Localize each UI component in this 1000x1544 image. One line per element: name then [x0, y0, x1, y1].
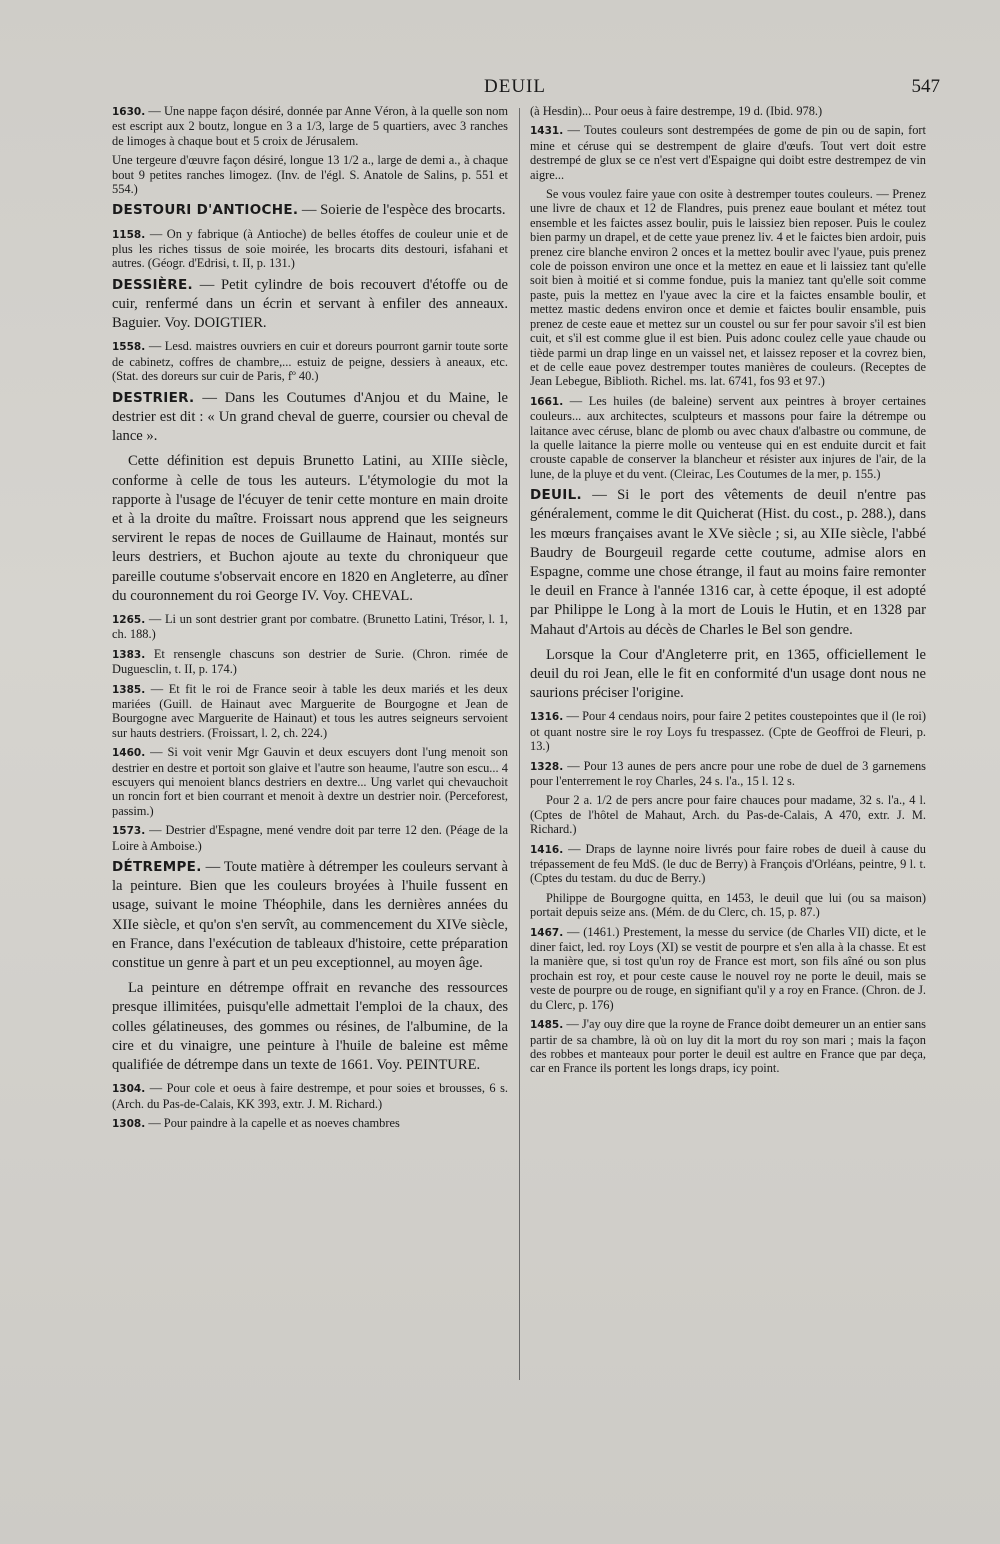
citation-paragraph	[112, 823, 508, 853]
text-paragraph	[530, 793, 926, 836]
citation-year: 1661.	[530, 395, 564, 408]
paragraph-text: (à Hesdin)... Pour oeus à faire destrempe, 19 d. (Ibid. 978.)	[530, 104, 823, 118]
citation-year: 1558.	[112, 341, 146, 354]
entry-paragraph	[112, 201, 508, 220]
text-paragraph	[112, 979, 508, 1075]
text-paragraph	[530, 646, 926, 704]
citation-paragraph	[112, 339, 508, 383]
citation-year: 1485.	[530, 1019, 564, 1032]
paragraph-text: — Li un sont destrier grant por combatre. (Brunetto Latini, Trésor, l. 1, ch. 188.)	[112, 611, 508, 642]
page-number: 547	[911, 76, 940, 97]
citation-year: 1308.	[112, 1118, 146, 1131]
paragraph-text: — Une nappe façon désiré, donnée par Anne Véron, à la quelle son nom est escript aux 2 boutz, longue en 3 a 1/3, large de 5 quartiers, avec 3 ranches de limoges à chaque bout et 5 croix de Jérusalem.	[112, 104, 508, 148]
paragraph-text: Cette définition est depuis Brunetto Latini, au XIIIe siècle, conforme à celle de tous les auteurs. L'étymologie du mot la rapporte à l'usage de l'écuyer de tenir cette monture en main droite et à la droite du maître. Froissart nous apprend que les seigneurs servirent le repas de noces de Guillaume de Hainaut, montés sur leurs destriers, et Buchon ajoute au texte du chroniqueur que pareille coutume s'observait encore en 1820 en Angleterre, au dîner du couronnement du roi George IV. Voy. CHEVAL.	[112, 453, 508, 604]
paragraph-text: Se vous voulez faire yaue con osite à destremper toutes couleurs. — Prenez une livre de chaux et 12 de Flandres, puis prenez eaue boulant et métez tout ensemble et les faictes assez boulir, puis le laissiez bien reposer. Puis le coulez bien parmy un drapel, et de cette yaue prenez liv. 4 et le faictes bien ardoir, puis prenez cire blanche environ 2 onces et la mettez boulir avec l'yaue, puis prenez cole de poisson environ une once et la mettez en eaue et li laissiez tant qu'elle soit bien à moitié et si comme fondue, puis la maniez tant qu'elle soit comme paste, puis la mettez en l'yaue avec la cire et la faictes ensamble boulir, et mettez mastic dedens environ once et demie et faictes boulir ensamble, puis prenez de ceste eaue et mettez sur un coustel ou sur fer pour savoir s'il est bien cuit, et s'il est comme glue il est bien. Puis adonc coulez celle yaue chaude ou tiède parmi un drap linge en un vaissel net, et laissez reposer et la covrez bien, et de celle eaue povez destremper toutes manières de couleurs. (Receptes de Jean Lebegue, Biblioth. Richel. ms. lat. 6741, fos 93 et 97.)	[530, 187, 926, 389]
citation-year: 1431.	[530, 125, 564, 138]
paragraph-text: — Si voit venir Mgr Gauvin et deux escuyers dont l'ung menoit son destrier en destre et portoit son glaive et l'autre son heaume, l'autre son escu... 4 escuyers qui menoient blancs destriers en dextre... Ung varlet qui chevauchoit un roncin fort et bien courrant et menoit à dextre un destrier noir. (Perceforest, passim.)	[112, 745, 508, 818]
left-column	[112, 104, 508, 1136]
paragraph-text: — Et fit le roi de France seoir à table les deux mariés et les deux mariées (Guill. de Hainaut avec Marguerite de Bourgogne et Jean de Bourgogne avec Marguerite de Hainaut) et tous les autres seigneurs servoient sur hauts destriers. (Froissart, l. 2, ch. 224.)	[112, 681, 508, 740]
citation-paragraph	[112, 745, 508, 818]
entry-paragraph	[112, 858, 508, 973]
citation-paragraph	[530, 709, 926, 753]
paragraph-text: Une tergeure d'œuvre façon désiré, longue 13 1/2 a., large de demi a., à chaque bout 9 petites ranches limogez. (Inv. de l'égl. S. Anatole de Salins, p. 551 et 554.)	[112, 153, 508, 197]
citation-paragraph	[112, 227, 508, 271]
citation-year: 1265.	[112, 613, 146, 626]
citation-year: 1573.	[112, 825, 146, 838]
entry-headword: DESTRIER.	[112, 389, 195, 406]
paragraph-text: — J'ay ouy dire que la royne de France doibt demeurer un an entier sans partir de sa chambre, là où on luy dit la mort du roy son mari ; mais la façon des robbes et manteaux pour porter le deuil est aultre en France que par deça, car en France ils portent les longs draps, icy point.	[530, 1017, 926, 1076]
citation-paragraph	[530, 925, 926, 1012]
paragraph-text: — On y fabrique (à Antioche) de belles étoffes de couleur unie et de plus les riches tissus de soie moirée, les brocarts dits destouri, isfahani et autres. (Géogr. d'Edrisi, t. II, p. 131.)	[112, 226, 508, 271]
text-paragraph	[530, 187, 926, 389]
text-paragraph	[112, 153, 508, 196]
citation-year: 1630.	[112, 106, 146, 118]
citation-year: 1158.	[112, 228, 146, 241]
paragraph-text: Philippe de Bourgogne quitta, en 1453, le deuil que lui (ou sa maison) portait depuis seize ans. (Mém. de du Clerc, ch. 15, p. 87.)	[530, 890, 926, 920]
right-column	[530, 104, 926, 1081]
citation-paragraph	[530, 842, 926, 886]
paragraph-text: — Pour paindre à la capelle et as noeves chambres	[145, 1116, 400, 1131]
entry-headword: DESTOURI D'ANTIOCHE.	[112, 202, 299, 219]
citation-paragraph	[112, 647, 508, 677]
citation-year: 1316.	[530, 711, 564, 724]
paragraph-text: — Petit cylindre de bois recouvert d'étoffe ou de cuir, renfermé dans un écrin et servant à enfiler des anneaux. Baguier. Voy. DOIGTIER.	[112, 276, 508, 332]
paragraph-text: — Draps de laynne noire livrés pour faire robes de dueil à cause du trépassement de feu MdS. (le duc de Berry) à François d'Orléans, peintre, 9 l. t. (Cptes du testam. du duc de Berry.)	[530, 841, 926, 886]
citation-paragraph	[530, 759, 926, 789]
paragraph-text: — (1461.) Prestement, la messe du service (de Charles VII) dicte, et le diner faict, led. roy Loys (XI) se vestit de pourpre et s'en alla à la chasse. Et est la manière que, si tost qu'un roy de France est mort, son fils aîné ou son plus prochain est roy, et pour ceste cause le nouvel roy ne porte le deuil, mais se veste de pourpre ou de rouge, en signifiant qu'il y a roy en France. (Chron. de J. du Clerc, p. 176)	[530, 924, 926, 1012]
citation-year: 1385.	[112, 683, 146, 696]
entry-paragraph	[112, 276, 508, 334]
paragraph-text: — Pour 4 cendaus noirs, pour faire 2 petites coustepointes que il (le roi) ot quant nostre sire le roy Loys fu trespassez. (Cpte de Geoffroi de Fleuri, p. 13.)	[530, 709, 926, 754]
entry-headword: DEUIL.	[530, 487, 582, 504]
paragraph-text: — Destrier d'Espagne, mené vendre doit par terre 12 den. (Péage de la Loire à Amboise.)	[112, 823, 508, 853]
text-paragraph	[530, 104, 926, 118]
paragraph-text: Pour 2 a. 1/2 de pers ancre pour faire chauces pour madame, 32 s. l'a., 4 l. (Cptes de l'hôtel de Mahaut, Arch. du Pas-de-Calais, A 470, extr. J. M. Richard.)	[530, 793, 926, 837]
entry-headword: DÉTREMPE.	[112, 859, 202, 876]
citation-paragraph	[112, 104, 508, 148]
citation-paragraph	[112, 1081, 508, 1111]
paragraph-text: — Pour cole et oeus à faire destrempe, et pour soies et brousses, 6 s. (Arch. du Pas-de-Calais, KK 393, extr. J. M. Richard.)	[112, 1081, 508, 1111]
entry-headword: DESSIÈRE.	[112, 276, 193, 293]
paragraph-text: — Dans les Coutumes d'Anjou et du Maine, le destrier est dit : « Un grand cheval de guerre, coursier ou cheval de lance ».	[112, 389, 508, 445]
citation-year: 1328.	[530, 760, 564, 773]
citation-paragraph	[112, 612, 508, 642]
paragraph-text: — Pour 13 aunes de pers ancre pour une robe de duel de 3 garnemens pour l'enterrement le roy Charles, 24 s. l'a., 15 l. 12 s.	[530, 758, 926, 789]
citation-year: 1416.	[530, 843, 564, 856]
citation-paragraph	[530, 1017, 926, 1076]
citation-paragraph	[112, 1116, 508, 1131]
text-paragraph	[112, 452, 508, 606]
paragraph-text: — Soierie de l'espèce des brocarts.	[298, 202, 506, 219]
citation-paragraph	[530, 123, 926, 182]
citation-year: 1304.	[112, 1083, 146, 1096]
citation-year: 1467.	[530, 926, 564, 939]
paragraph-text: La peinture en détrempe offrait en revanche des ressources presque illimitées, puisqu'elle admettait l'emploi de la chaux, des colles gélatineuses, des gommes ou résines, de l'albumine, de la cire et du vinaigre, une peinture à l'huile de baleine est même qualifiée de détrempe dans un texte de 1661. Voy. PEINTURE.	[112, 980, 508, 1074]
citation-paragraph	[530, 394, 926, 481]
paragraph-text: — Toutes couleurs sont destrempées de gome de pin ou de sapin, fort mine et céruse qui se destrempent de glaire d'œufs. Tout vert doit estre destrempé de glux se ce n'est vert d'Espaigne qui doibt estre destrempez de vin aigre...	[530, 123, 926, 182]
running-head: DEUIL	[484, 76, 546, 97]
entry-paragraph	[530, 486, 926, 640]
citation-paragraph	[112, 682, 508, 741]
citation-year: 1383.	[112, 648, 146, 661]
paragraph-text: — Les huiles (de baleine) servent aux peintres à broyer certaines couleurs... aux architectes, sculpteurs et massons pour faire la détrempe ou laitance avec céruse, blanc de plomb ou avec chaux d'albastre ou commune, de la quelle laitance la pierre molle ou venteuse qui en est enduite durcit et fait crouste capable de conserver la blancheur et résister aux injures de l'air, de la lune, de la pluye et du vent. (Cleirac, Les Coutumes de la mer, p. 155.)	[530, 393, 926, 481]
text-paragraph	[530, 891, 926, 920]
paragraph-text: — Si le port des vêtements de deuil n'entre pas généralement, comme le dit Quicherat (Hist. du cost., p. 288.), dans les mœurs françaises avant le XVe siècle ; si, au XIIe siècle, l'abbé Baudry de Bourgeuil regarde cette coutume, admise alors en Espagne, comme une chose étrange, il faut au moins faire remonter le deuil en France à l'année 1316 car, à cette époque, il est adopté par Philippe le Long à la mort de Louis le Hutin, et en 1328 par Mahaut d'Artois au décès de Charles le Bel son gendre.	[530, 487, 926, 638]
citation-year: 1460.	[112, 747, 146, 760]
paragraph-text: — Lesd. maistres ouvriers en cuir et doreurs pourront garnir toute sorte de cabinetz, coffres de chambre,... estuiz de peigne, dessiers à aneaux, etc. (Stat. des doreurs sur cuir de Paris, fº 40.)	[112, 339, 508, 384]
column-divider	[519, 108, 520, 1380]
paragraph-text: Et rensengle chascuns son destrier de Surie. (Chron. rimée de Duguesclin, t. II, p. 174.)	[112, 646, 508, 677]
paragraph-text: Lorsque la Cour d'Angleterre prit, en 1365, officiellement le deuil du roi Jean, elle le fit en conformité d'un usage dont nous ne saurions préciser l'origine.	[530, 646, 926, 702]
entry-paragraph	[112, 389, 508, 447]
paragraph-text: — Toute matière à détremper les couleurs servant à la peinture. Bien que les couleurs broyées à l'huile fussent en usage, suivant le moine Théophile, dans les dernières années du XIIe siècle, et qu'on s'en servît, au commencement du XIVe siècle, en France, dans l'exécution de tableaux d'histoire, cette préparation constitue un genre à part et un peu exceptionnel, au moyen âge.	[112, 859, 508, 972]
